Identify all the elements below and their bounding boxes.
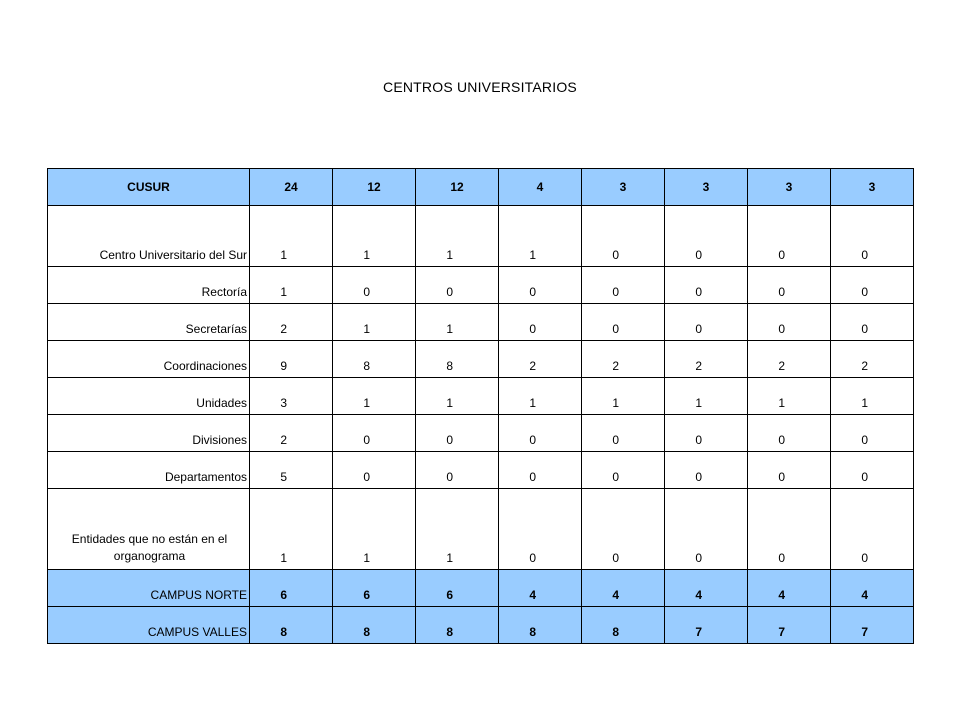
row-value: 7 [831, 607, 914, 644]
row-value: 0 [748, 267, 831, 304]
row-value: 6 [250, 570, 333, 607]
row-value: 4 [748, 570, 831, 607]
row-value: 0 [748, 206, 831, 267]
row-value: 0 [748, 304, 831, 341]
row-value: 7 [665, 607, 748, 644]
row-label: Centro Universitario del Sur [48, 206, 250, 267]
header-value: 4 [499, 169, 582, 206]
row-value: 1 [416, 206, 499, 267]
row-value: 1 [665, 378, 748, 415]
row-value: 1 [333, 489, 416, 570]
table-row [48, 341, 914, 378]
row-value: 8 [416, 607, 499, 644]
header-value: 12 [416, 169, 499, 206]
row-label: Secretarías [48, 304, 250, 341]
row-value: 2 [499, 341, 582, 378]
row-value: 5 [250, 452, 333, 489]
table-row [48, 267, 914, 304]
row-value: 0 [665, 304, 748, 341]
table-row [48, 489, 914, 570]
header-value: 3 [665, 169, 748, 206]
row-label: Entidades que no están en el organograma [48, 489, 250, 570]
row-value: 1 [582, 378, 665, 415]
data-table [47, 168, 914, 644]
header-value: 12 [333, 169, 416, 206]
table-row [48, 304, 914, 341]
row-value: 1 [250, 267, 333, 304]
row-value: 0 [582, 304, 665, 341]
row-value: 2 [250, 304, 333, 341]
header-value: 24 [250, 169, 333, 206]
row-value: 8 [333, 607, 416, 644]
row-value: 0 [416, 267, 499, 304]
row-value: 1 [416, 489, 499, 570]
row-value: 1 [831, 378, 914, 415]
row-value: 0 [333, 415, 416, 452]
row-value: 0 [831, 267, 914, 304]
table-row [48, 452, 914, 489]
row-label: Divisiones [48, 415, 250, 452]
table-row [48, 206, 914, 267]
row-label: Unidades [48, 378, 250, 415]
row-value: 0 [748, 489, 831, 570]
row-value: 0 [416, 415, 499, 452]
row-value: 1 [748, 378, 831, 415]
row-value: 0 [499, 304, 582, 341]
row-value: 0 [665, 489, 748, 570]
row-value: 0 [416, 452, 499, 489]
header-label: CUSUR [48, 169, 250, 206]
row-value: 6 [333, 570, 416, 607]
header-value: 3 [831, 169, 914, 206]
table-row [48, 570, 914, 607]
row-value: 0 [582, 206, 665, 267]
row-value: 0 [748, 415, 831, 452]
row-value: 0 [831, 304, 914, 341]
page-title: CENTROS UNIVERSITARIOS [383, 79, 577, 95]
row-value: 4 [499, 570, 582, 607]
row-value: 4 [831, 570, 914, 607]
row-value: 0 [665, 452, 748, 489]
row-value: 8 [416, 341, 499, 378]
header-value: 3 [748, 169, 831, 206]
row-value: 9 [250, 341, 333, 378]
row-value: 0 [665, 206, 748, 267]
table-row [48, 378, 914, 415]
row-value: 3 [250, 378, 333, 415]
row-value: 0 [831, 415, 914, 452]
row-value: 2 [582, 341, 665, 378]
row-value: 1 [499, 378, 582, 415]
row-value: 8 [333, 341, 416, 378]
row-value: 0 [499, 415, 582, 452]
row-value: 0 [499, 267, 582, 304]
row-value: 8 [582, 607, 665, 644]
row-value: 1 [416, 378, 499, 415]
row-value: 0 [831, 206, 914, 267]
row-value: 8 [250, 607, 333, 644]
row-value: 2 [748, 341, 831, 378]
row-label: CAMPUS VALLES [48, 607, 250, 644]
row-value: 1 [333, 206, 416, 267]
table-header-row [48, 169, 914, 206]
row-value: 1 [333, 304, 416, 341]
row-value: 1 [416, 304, 499, 341]
row-value: 0 [582, 452, 665, 489]
row-value: 0 [582, 267, 665, 304]
row-value: 4 [582, 570, 665, 607]
header-value: 3 [582, 169, 665, 206]
row-value: 7 [748, 607, 831, 644]
row-value: 1 [250, 206, 333, 267]
row-value: 0 [499, 452, 582, 489]
row-value: 6 [416, 570, 499, 607]
row-value: 0 [831, 452, 914, 489]
row-value: 4 [665, 570, 748, 607]
row-value: 0 [582, 415, 665, 452]
row-value: 0 [665, 415, 748, 452]
table-row [48, 415, 914, 452]
row-label: Rectoría [48, 267, 250, 304]
row-label: CAMPUS NORTE [48, 570, 250, 607]
row-value: 0 [582, 489, 665, 570]
row-value: 1 [499, 206, 582, 267]
row-value: 2 [250, 415, 333, 452]
row-value: 2 [665, 341, 748, 378]
row-value: 0 [499, 489, 582, 570]
row-label: Departamentos [48, 452, 250, 489]
row-label: Coordinaciones [48, 341, 250, 378]
row-value: 2 [831, 341, 914, 378]
row-value: 8 [499, 607, 582, 644]
row-value: 0 [333, 452, 416, 489]
table-row [48, 607, 914, 644]
row-value: 0 [333, 267, 416, 304]
row-value: 1 [250, 489, 333, 570]
row-value: 1 [333, 378, 416, 415]
row-value: 0 [748, 452, 831, 489]
row-value: 0 [665, 267, 748, 304]
row-value: 0 [831, 489, 914, 570]
